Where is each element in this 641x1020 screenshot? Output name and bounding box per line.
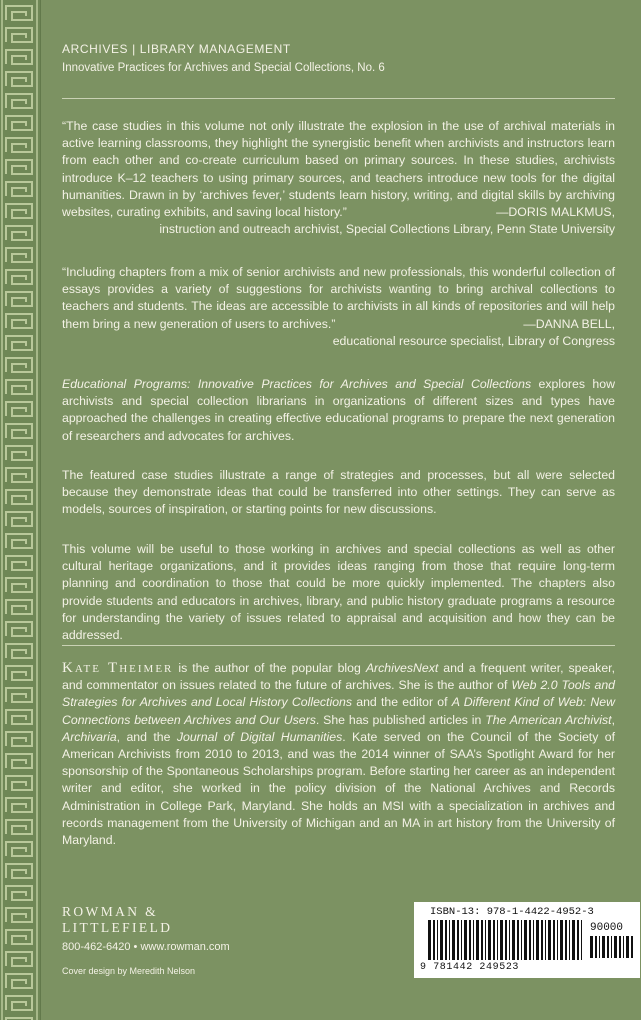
book-title: Educational Programs: Innovative Practices for Archives and Special Collections — [62, 377, 532, 391]
bio-text: , and the — [116, 729, 177, 744]
isbn-barcode — [414, 902, 640, 978]
series-title: ARCHIVES | LIBRARY MANAGEMENT — [62, 42, 291, 56]
bio-text: , — [611, 712, 615, 727]
isbn-label: ISBN-13: 978-1-4422-4952-3 — [430, 906, 594, 918]
description-1-text: explores how archivists and special collection librarians in organizations of different sizes and types have approached the challenges in creating effective educational programs to prepare the next generation of researchers and advocates for archives. — [62, 377, 615, 443]
price-code: 90000 — [590, 922, 624, 934]
publisher-logo — [62, 904, 172, 936]
description-paragraph-2: The featured case studies illustrate a range of strategies and processes, but all were selected because they demonstrate ideas that could be transferred into other settings. They can serve as models, sources of inspiration, or starting points for new discussions. — [62, 468, 615, 517]
quote-1-title: instruction and outreach archivist, Special Collections Library, Penn State University — [159, 222, 615, 237]
barcode-number: 9 781442 249523 — [420, 962, 520, 973]
publisher-line-2: LITTLEFIELD — [62, 920, 173, 935]
quote-2-author: —DANNA BELL, — [523, 316, 615, 331]
description-paragraph-1 — [62, 376, 615, 445]
journal-2: Archivaria — [62, 729, 117, 744]
journal-1: The American Archivist — [485, 712, 612, 727]
author-name: Kate Theimer — [62, 660, 174, 676]
bio-text: and the editor of — [352, 695, 452, 710]
book-title-2: A Different Kind of Web: New Connections between Archives and Our Users — [62, 695, 615, 727]
quote-2-title: educational resource specialist, Library of Congress — [332, 333, 615, 348]
book-title-1: Web 2.0 Tools and Strategies for Archives and Local History Collections — [62, 678, 615, 710]
bio-text: is the author of the popular blog — [173, 661, 366, 675]
author-bio — [62, 660, 615, 849]
endorsement-quote-1 — [62, 118, 615, 238]
greek-key-pattern — [0, 0, 40, 1020]
blog-title: ArchivesNext — [365, 661, 439, 675]
bio-text: . She has published articles in — [315, 712, 486, 727]
series-subtitle: Innovative Practices for Archives and Special Collections, No. 6 — [62, 62, 385, 74]
publisher-line-1: ROWMAN & — [62, 904, 159, 919]
bio-text: . Kate served on the Council of the Society of American Archivists from 2010 to 2013, and was the 2014 winner of SAA’s Spotlight Award for her sponsorship of the Spontaneous Scholarships program. Before starting her career as an independent writer and editor, she worked in the policy division of the National Archives and Records Administration in College Park, Maryland. She holds an MSI with a specialization in archives and records management from the University of Michigan and an MA in art history from the University of Maryland. — [62, 729, 615, 848]
bio-divider — [62, 645, 615, 646]
top-divider — [62, 98, 615, 99]
barcode-bars — [428, 920, 588, 962]
publisher-contact: 800-462-6420 • www.rowman.com — [62, 941, 230, 953]
quote-2-text: “Including chapters from a mix of senior archivists and new professionals, this wonderful collection of essays provides a variety of suggestions for archivists wanting to bring archival collections to teachers and students. The ideas are accessible to archivists in all kinds of repositories and will help them bring a new generation of users to archives.” — [62, 265, 615, 331]
journal-3: Journal of Digital Humanities — [176, 729, 343, 744]
cover-credit: Cover design by Meredith Nelson — [62, 966, 196, 976]
endorsement-quote-2 — [62, 264, 615, 350]
greek-key-border — [0, 0, 41, 1020]
price-barcode-bars — [590, 936, 636, 976]
description-paragraph-3: This volume will be useful to those working in archives and special collections as well as other cultural heritage organizations, and it provides ideas ranging from those that require long-term planning and coordination to those that could be more quickly implemented. The chapters also provide students and educators in archives, library, and public history graduate programs a resource for understanding the variety of issues related to appraisal and acquisition and how they can be addressed. — [62, 542, 615, 643]
bio-text: and a frequent writer, speaker, and commentator on issues related to the future of archives. She is the author of — [62, 661, 616, 693]
quote-1-text: “The case studies in this volume not only illustrate the explosion in the use of archival materials in active learning classrooms, they highlight the synergistic benefit when archivists and instructors learn from each other and co-create curriculum based on primary sources. In these studies, archivists introduce K–12 teachers to using primary sources, and teachers introduce new tools for the digital humanities. Drawn in by ‘archives fever,’ students learn history, writing, and digital skills by archiving websites, curating exhibits, and saving local history.” — [62, 119, 615, 220]
quote-1-author: —DORIS MALKMUS, — [496, 205, 615, 220]
